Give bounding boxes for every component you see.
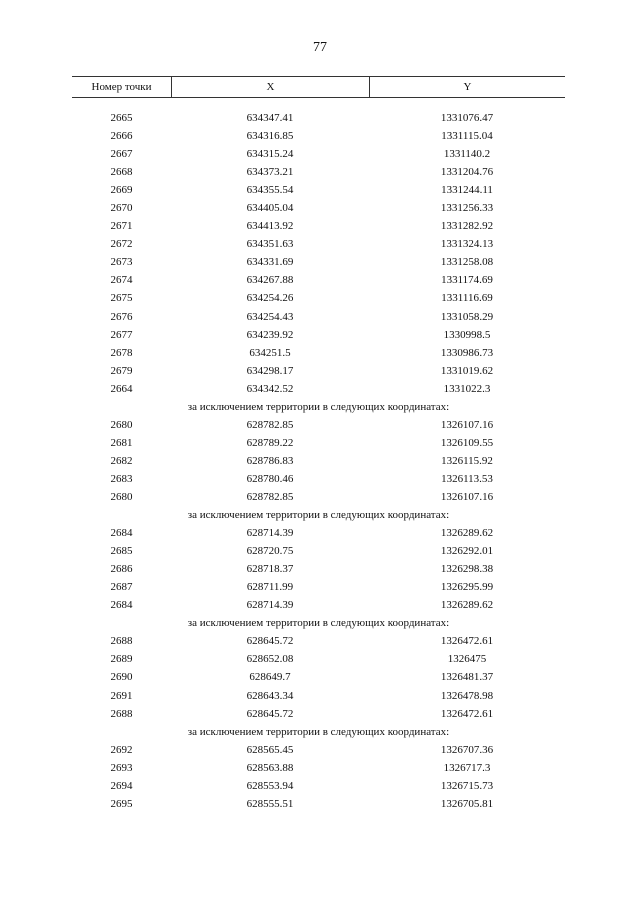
table-row [72,416,565,434]
table-row [72,759,565,777]
y-coordinate-cell: 1326478.98 [440,689,494,702]
point-number-cell: 2691 [110,689,133,702]
table-row [72,795,565,813]
table-row [72,289,565,307]
y-coordinate-cell: 1330986.73 [440,346,494,359]
table-row [72,470,565,488]
x-coordinate-cell: 634298.17 [246,364,294,377]
x-coordinate-cell: 634355.54 [246,184,294,197]
point-number-cell: 2665 [110,112,133,124]
x-coordinate-cell: 634315.24 [246,148,294,161]
page-number: 77 [313,40,327,55]
x-coordinate-cell: 634347.41 [246,112,294,124]
y-coordinate-cell: 1326295.99 [440,581,494,594]
x-coordinate-cell: 628643.34 [246,689,294,702]
point-number-cell: 2690 [110,671,133,684]
y-coordinate-cell: 1331204.76 [440,166,494,179]
y-coordinate-cell: 1331174.69 [441,274,493,287]
point-number-cell: 2679 [110,364,133,377]
y-coordinate-cell: 1326715.73 [440,779,494,792]
x-coordinate-cell: 634254.43 [246,310,294,323]
point-number-cell: 2676 [110,310,133,323]
y-coordinate-cell: 1331058.29 [440,310,494,323]
y-coordinate-cell: 1331140.2 [443,148,491,161]
y-coordinate-cell: 1326707.36 [440,743,494,756]
table-row [72,199,565,217]
x-coordinate-cell: 634331.69 [246,256,294,269]
y-coordinate-cell: 1326113.53 [441,472,493,485]
x-coordinate-cell: 634251.5 [249,346,291,359]
table-row [72,741,565,759]
coordinates-table-body [72,109,565,813]
point-number-cell: 2684 [110,599,133,612]
point-number-cell: 2684 [110,527,133,540]
y-coordinate-cell: 1326292.01 [440,545,494,558]
point-number-cell: 2680 [110,418,133,431]
table-row [72,127,565,145]
point-number-cell: 2681 [110,436,133,449]
header-x: X [172,77,370,97]
exclusion-note: за исключением территории в следующих координатах: [187,617,450,630]
point-number-cell: 2668 [110,166,133,179]
y-coordinate-cell: 1326115.92 [441,454,493,467]
point-number-cell: 2673 [110,256,133,269]
table-row [72,777,565,795]
x-coordinate-cell: 628652.08 [246,653,294,666]
point-number-cell: 2688 [110,707,133,720]
point-number-cell: 2689 [110,653,133,666]
x-coordinate-cell: 634267.88 [246,274,294,287]
table-row [72,326,565,344]
exclusion-note: за исключением территории в следующих координатах: [187,400,450,413]
y-coordinate-cell: 1330998.5 [443,328,491,341]
y-coordinate-cell: 1326705.81 [440,797,494,810]
x-coordinate-cell: 628563.88 [246,761,294,774]
x-coordinate-cell: 634239.92 [246,328,294,341]
table-row [72,524,565,542]
point-number-cell: 2678 [110,346,133,359]
table-row [72,560,565,578]
x-coordinate-cell: 634373.21 [246,166,294,179]
y-coordinate-cell: 1331258.08 [440,256,494,269]
y-coordinate-cell: 1331076.47 [440,112,494,124]
y-coordinate-cell: 1326481.37 [440,671,494,684]
table-row [72,705,565,723]
x-coordinate-cell: 628780.46 [246,472,294,485]
y-coordinate-cell: 1331116.69 [441,292,493,305]
point-number-cell: 2688 [110,635,133,648]
y-coordinate-cell: 1331282.92 [440,220,494,233]
point-number-cell: 2672 [110,238,133,251]
y-coordinate-cell: 1331324.13 [440,238,494,251]
exclusion-note: за исключением территории в следующих координатах: [187,725,450,738]
header-y: Y [463,81,472,93]
table-row [72,217,565,235]
table-row [72,687,565,705]
point-number-cell: 2666 [110,130,133,143]
x-coordinate-cell: 634342.52 [246,382,294,395]
point-number-cell: 2677 [110,328,133,341]
point-number-cell: 2695 [110,797,133,810]
y-coordinate-cell: 1326109.55 [440,436,494,449]
x-coordinate-cell: 628649.7 [249,671,291,684]
x-coordinate-cell: 634316.85 [246,130,294,143]
x-coordinate-cell: 628782.85 [246,490,294,503]
point-number-cell: 2670 [110,202,133,215]
x-coordinate-cell: 628718.37 [246,563,294,576]
x-coordinate-cell: 628789.22 [246,436,294,449]
y-coordinate-cell: 1326289.62 [440,599,494,612]
x-coordinate-cell: 628565.45 [246,743,294,756]
y-coordinate-cell: 1331022.3 [443,382,491,395]
table-row [72,344,565,362]
x-coordinate-cell: 628555.51 [246,797,294,810]
table-row [72,362,565,380]
x-coordinate-cell: 628714.39 [246,527,294,540]
point-number-cell: 2675 [110,292,133,305]
point-number-cell: 2683 [110,472,133,485]
table-row [72,488,565,506]
exclusion-note: за исключением территории в следующих координатах: [187,509,450,522]
table-row [72,253,565,271]
point-number-cell: 2664 [110,382,133,395]
point-number-cell: 2674 [110,274,133,287]
y-coordinate-cell: 1326472.61 [440,707,494,720]
x-coordinate-cell: 628720.75 [246,545,294,558]
x-coordinate-cell: 628553.94 [246,779,294,792]
table-row [72,632,565,650]
y-coordinate-cell: 1331019.62 [440,364,494,377]
table-row [72,380,565,398]
y-coordinate-cell: 1331244.11 [441,184,493,197]
point-number-cell: 2680 [110,490,133,503]
table-row [72,181,565,199]
x-coordinate-cell: 634351.63 [246,238,294,251]
point-number-cell: 2685 [110,545,133,558]
table-row [72,650,565,668]
point-number-cell: 2686 [110,563,133,576]
x-coordinate-cell: 628645.72 [246,635,294,648]
table-row [72,434,565,452]
x-coordinate-cell: 628786.83 [246,454,294,467]
point-number-cell: 2687 [110,581,133,594]
point-number-cell: 2671 [110,220,133,233]
table-row [72,542,565,560]
point-number-cell: 2692 [110,743,133,756]
table-row [72,596,565,614]
x-coordinate-cell: 634413.92 [246,220,294,233]
table-row [72,235,565,253]
table-row [72,271,565,289]
table-row [72,668,565,686]
point-number-cell: 2669 [110,184,133,197]
x-coordinate-cell: 634405.04 [246,202,294,215]
table-row [72,109,565,127]
point-number-cell: 2693 [110,761,133,774]
y-coordinate-cell: 1326289.62 [440,527,494,540]
y-coordinate-cell: 1326717.3 [443,761,491,774]
y-coordinate-cell: 1326475 [447,653,487,666]
point-number-cell: 2667 [110,148,133,161]
x-coordinate-cell: 628711.99 [246,581,294,594]
y-coordinate-cell: 1326107.16 [440,418,494,431]
y-coordinate-cell: 1331115.04 [441,130,493,143]
x-coordinate-cell: 634254.26 [246,292,294,305]
x-coordinate-cell: 628714.39 [246,599,294,612]
table-row [72,163,565,181]
y-coordinate-cell: 1326472.61 [440,635,494,648]
point-number-cell: 2694 [110,779,133,792]
table-row [72,578,565,596]
y-coordinate-cell: 1326298.38 [440,563,494,576]
table-header [72,76,565,98]
x-coordinate-cell: 628645.72 [246,707,294,720]
point-number-cell: 2682 [110,454,133,467]
table-row [72,452,565,470]
y-coordinate-cell: 1326107.16 [440,490,494,503]
header-point-number: Номер точки [72,77,172,97]
table-row [72,145,565,163]
table-row [72,308,565,326]
y-coordinate-cell: 1331256.33 [440,202,494,215]
x-coordinate-cell: 628782.85 [246,418,294,431]
